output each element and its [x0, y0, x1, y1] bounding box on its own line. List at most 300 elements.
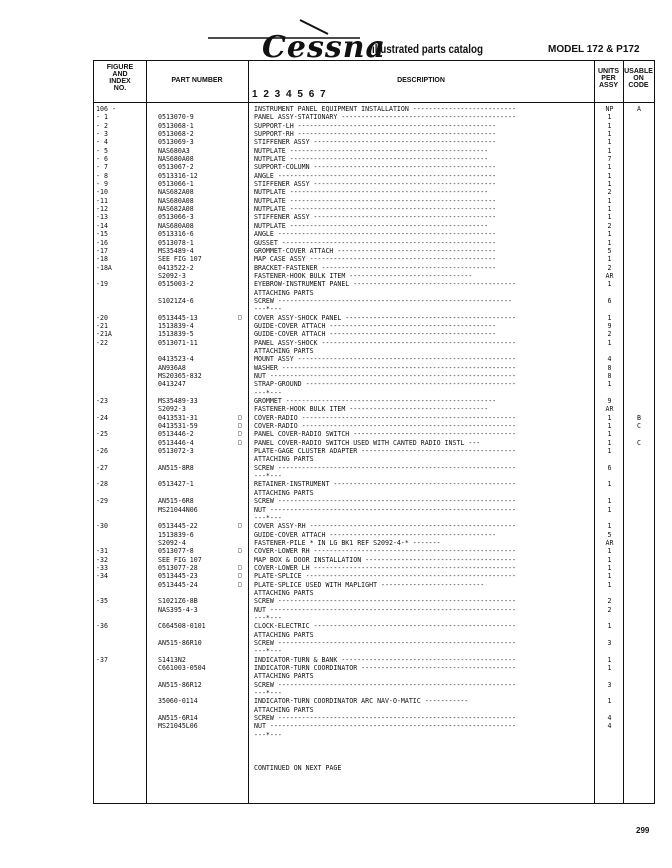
table-row — [94, 322, 656, 330]
units-per-assy: 1 — [607, 497, 612, 506]
index-number: -25 — [96, 430, 108, 439]
units-per-assy: 1 — [607, 280, 612, 289]
units-per-assy: 2 — [607, 263, 612, 272]
part-number: NAS395-4-3 — [158, 605, 198, 614]
table-row — [94, 430, 656, 438]
part-number: S2092-4 — [158, 538, 186, 547]
index-number: -17 — [96, 246, 108, 255]
indent-digits: 1 2 3 4 5 6 7 — [252, 89, 328, 100]
description: ---*--- — [254, 613, 282, 622]
part-number: S2092-3 — [158, 405, 186, 414]
part-number: S1021Z4-6 — [158, 296, 194, 305]
description: FASTENER-HOOK BULK ITEM ------------------------------- — [254, 271, 473, 280]
table-row — [94, 556, 656, 564]
description: GUIDE-COVER ATTACH ------------------------------------------ — [254, 530, 497, 539]
part-number: 0513071-11 — [158, 338, 198, 347]
part-number: AN515-6R14 — [158, 714, 198, 723]
table-row — [94, 405, 656, 413]
part-number: 0513445-22 — [158, 522, 198, 531]
part-number: S1021Z6-8B — [158, 597, 198, 606]
table-row — [94, 272, 656, 280]
table-row — [94, 572, 656, 580]
description: SUPPORT-LH -------------------------------------------------- — [254, 121, 497, 130]
description: COVER-RADIO ------------------------------------------------------ — [254, 422, 517, 431]
description: ---*--- — [254, 513, 282, 522]
index-number: - 4 — [96, 138, 108, 147]
units-per-assy: 1 — [607, 447, 612, 456]
units-per-assy: 2 — [607, 605, 612, 614]
description: NUTPLATE ---------------------------------------------------- — [254, 205, 497, 214]
description: SCREW ------------------------------------------------------------ — [254, 714, 517, 723]
table-row — [94, 105, 656, 113]
description: PANEL ASSY-STATIONARY -------------------------------------------- — [254, 113, 517, 122]
units-per-assy: 1 — [607, 163, 612, 172]
description: GROMMET ----------------------------------------------------- — [254, 397, 497, 406]
table-row — [94, 230, 656, 238]
description: FASTENER-HOOK BULK ITEM ----------------------------------- — [254, 405, 489, 414]
description: PANEL COVER-RADIO SWITCH ----------------------------------------- — [254, 430, 517, 439]
usable-code: C — [637, 438, 641, 447]
units-per-assy: 2 — [607, 330, 612, 339]
part-number: C664508-0101 — [158, 622, 206, 631]
usable-code: B — [637, 413, 641, 422]
units-per-assy: 1 — [607, 438, 612, 447]
units-per-assy: 1 — [607, 522, 612, 531]
part-number: 0513068-2 — [158, 130, 194, 139]
description: STIFFENER ASSY ---------------------------------------------- — [254, 180, 497, 189]
table-row — [94, 247, 656, 255]
change-mark: □ — [238, 563, 242, 571]
description: NUT -------------------------------------------------------------- — [254, 505, 517, 514]
units-per-assy: AR — [605, 538, 614, 547]
description: ATTACHING PARTS — [254, 630, 314, 639]
table-row — [94, 213, 656, 221]
table-row — [94, 280, 656, 288]
description: ATTACHING PARTS — [254, 288, 314, 297]
units-per-assy: NP — [605, 105, 614, 113]
table-row — [94, 531, 656, 539]
part-number: MS21044N06 — [158, 505, 198, 514]
table-row — [94, 714, 656, 722]
part-number: 0513445-23 — [158, 572, 198, 581]
index-number: -21A — [96, 330, 112, 339]
description: ATTACHING PARTS — [254, 588, 314, 597]
page-header — [0, 0, 672, 65]
units-per-assy: 1 — [607, 113, 612, 122]
part-number: NAS682A08 — [158, 188, 194, 197]
index-number: -27 — [96, 463, 108, 472]
units-per-assy: 4 — [607, 722, 612, 731]
part-number: 0513445-13 — [158, 313, 198, 322]
index-number: - 9 — [96, 180, 108, 189]
description: SCREW ----------------------------------------------------------- — [254, 296, 513, 305]
description: NUTPLATE ---------------------------------------------------- — [254, 196, 497, 205]
part-number: 0513072-3 — [158, 447, 194, 456]
table-row — [94, 439, 656, 447]
part-number: 0513427-1 — [158, 480, 194, 489]
description: CLOCK-ELECTRIC --------------------------------------------------- — [254, 622, 517, 631]
index-number: -22 — [96, 338, 108, 347]
table-row — [94, 180, 656, 188]
description: FASTENER-PILE * IN LG BK1 REF S2092-4-* ------- — [254, 538, 441, 547]
index-number: -23 — [96, 397, 108, 406]
description: ---*--- — [254, 689, 282, 698]
part-number: 35060-0114 — [158, 697, 198, 706]
description: GROMMET-COVER ATTACH ---------------------------------------- — [254, 246, 497, 255]
header-part-number: PART NUMBER — [146, 61, 248, 103]
units-per-assy: 1 — [607, 664, 612, 673]
table-row — [94, 514, 656, 522]
change-mark: □ — [238, 438, 242, 446]
brand-logo: Cessna — [262, 30, 386, 65]
units-per-assy: 1 — [607, 480, 612, 489]
table-row — [94, 639, 656, 647]
description: STIFFENER ASSY ---------------------------------------------- — [254, 138, 497, 147]
description: EYEBROW-INSTRUMENT PANEL ----------------------------------------- — [254, 280, 517, 289]
description: BRACKET-FASTENER -------------------------------------------- — [254, 263, 497, 272]
description: STRAP-GROUND ----------------------------------------------------- — [254, 380, 517, 389]
units-per-assy: 1 — [607, 205, 612, 214]
units-per-assy: 1 — [607, 697, 612, 706]
units-per-assy: 8 — [607, 363, 612, 372]
units-per-assy: 7 — [607, 155, 612, 164]
description: PANEL COVER-RADIO SWITCH USED WITH CANTED RADIO INSTL --- — [254, 438, 481, 447]
part-number: 0513070-9 — [158, 113, 194, 122]
index-number: -11 — [96, 196, 108, 205]
description: NUTPLATE -------------------------------------------------- — [254, 188, 489, 197]
units-per-assy: 1 — [607, 230, 612, 239]
units-per-assy: 4 — [607, 714, 612, 723]
table-row — [94, 239, 656, 247]
table-row — [94, 364, 656, 372]
description: NUT -------------------------------------------------------------- — [254, 605, 517, 614]
table-row — [94, 414, 656, 422]
description: STIFFENER ASSY ---------------------------------------------- — [254, 213, 497, 222]
table-row — [94, 347, 656, 355]
index-number: -20 — [96, 313, 108, 322]
part-number: 0513066-1 — [158, 180, 194, 189]
table-row — [94, 314, 656, 322]
description: PLATE-SPLICE ----------------------------------------------------- — [254, 572, 517, 581]
units-per-assy: 1 — [607, 547, 612, 556]
model-title: MODEL 172 & P172 — [548, 44, 640, 55]
units-per-assy: 2 — [607, 188, 612, 197]
table-row — [94, 606, 656, 614]
index-number: -13 — [96, 213, 108, 222]
index-number: -15 — [96, 230, 108, 239]
table-row — [94, 222, 656, 230]
header-figure-index: FIGURE AND INDEX NO. — [94, 61, 146, 103]
description: ANGLE ------------------------------------------------------- — [254, 230, 497, 239]
table-row — [94, 455, 656, 463]
description: SUPPORT-COLUMN ---------------------------------------------- — [254, 163, 497, 172]
units-per-assy: 1 — [607, 196, 612, 205]
table-row — [94, 664, 656, 672]
part-number: 1513839-5 — [158, 330, 194, 339]
change-mark: □ — [238, 580, 242, 588]
description: ANGLE ------------------------------------------------------- — [254, 171, 497, 180]
index-number: -18A — [96, 263, 112, 272]
units-per-assy: 1 — [607, 213, 612, 222]
table-row — [94, 330, 656, 338]
index-number: -29 — [96, 497, 108, 506]
description: INDICATOR-TURN COORDINATOR ARC NAV-O-MATIC ----------- — [254, 697, 469, 706]
units-per-assy: 1 — [607, 655, 612, 664]
index-number: - 7 — [96, 163, 108, 172]
table-row — [94, 397, 656, 405]
description: COVER ASSY-SHOCK PANEL ------------------------------------------- — [254, 313, 517, 322]
part-number: 0413531-59 — [158, 422, 198, 431]
index-number: - 2 — [96, 121, 108, 130]
table-row — [94, 756, 656, 764]
part-number: 0413523-4 — [158, 355, 194, 364]
description: ATTACHING PARTS — [254, 672, 314, 681]
part-number: C661003-0504 — [158, 664, 206, 673]
part-number: 0513069-3 — [158, 138, 194, 147]
page-number: 299 — [636, 826, 650, 835]
table-row — [94, 163, 656, 171]
units-per-assy: 1 — [607, 380, 612, 389]
table-row — [94, 706, 656, 714]
part-number: 0513078-1 — [158, 238, 194, 247]
description: ATTACHING PARTS — [254, 346, 314, 355]
units-per-assy: AR — [605, 405, 614, 414]
units-per-assy: 1 — [607, 572, 612, 581]
units-per-assy: 4 — [607, 355, 612, 364]
units-per-assy: 1 — [607, 580, 612, 589]
index-number: - 6 — [96, 155, 108, 164]
index-number: -37 — [96, 655, 108, 664]
description: ---*--- — [254, 647, 282, 656]
table-row — [94, 422, 656, 430]
index-number: -33 — [96, 563, 108, 572]
description: SCREW ------------------------------------------------------------ — [254, 680, 517, 689]
part-number: AN515-6R8 — [158, 497, 194, 506]
description: COVER-LOWER RH --------------------------------------------------- — [254, 547, 517, 556]
table-row — [94, 289, 656, 297]
units-per-assy: 1 — [607, 563, 612, 572]
description: COVER-RADIO ------------------------------------------------------ — [254, 413, 517, 422]
index-number: -21 — [96, 321, 108, 330]
description: NUTPLATE -------------------------------------------------- — [254, 155, 489, 164]
table-row — [94, 722, 656, 730]
description: SCREW ------------------------------------------------------------ — [254, 463, 517, 472]
table-row — [94, 672, 656, 680]
units-per-assy: 9 — [607, 397, 612, 406]
index-number: -16 — [96, 238, 108, 247]
table-row — [94, 506, 656, 514]
index-number: -10 — [96, 188, 108, 197]
table-row — [94, 480, 656, 488]
table-row — [94, 497, 656, 505]
table-row — [94, 447, 656, 455]
table-row — [94, 697, 656, 705]
table-row — [94, 264, 656, 272]
change-mark: □ — [238, 430, 242, 438]
description: RETAINER-INSTRUMENT ---------------------------------------------- — [254, 480, 517, 489]
description: SCREW ------------------------------------------------------------ — [254, 639, 517, 647]
units-per-assy: 1 — [607, 422, 612, 431]
units-per-assy: 1 — [607, 130, 612, 139]
change-mark: □ — [238, 547, 242, 555]
table-row — [94, 172, 656, 180]
description: SCREW ------------------------------------------------------------ — [254, 497, 517, 506]
index-number: -28 — [96, 480, 108, 489]
description: NUT -------------------------------------------------------------- — [254, 722, 517, 731]
table-row — [94, 372, 656, 380]
part-number: S1413N2 — [158, 655, 186, 664]
units-per-assy: 8 — [607, 372, 612, 380]
table-row — [94, 472, 656, 480]
part-number: 0513067-2 — [158, 163, 194, 172]
units-per-assy: 1 — [607, 238, 612, 247]
table-row — [94, 581, 656, 589]
part-number: 1513839-6 — [158, 530, 194, 539]
description: INDICATOR-TURN & BANK -------------------------------------------- — [254, 655, 517, 664]
description: MAP CASE ASSY ----------------------------------------------- — [254, 255, 497, 264]
description: PANEL ASSY-SHOCK ------------------------------------------------- — [254, 338, 517, 347]
table-row — [94, 197, 656, 205]
description: ---*--- — [254, 472, 282, 481]
table-row — [94, 122, 656, 130]
index-number: -26 — [96, 447, 108, 456]
table-row — [94, 113, 656, 121]
part-number: 0513445-24 — [158, 580, 198, 589]
table-row — [94, 205, 656, 213]
table-row — [94, 731, 656, 739]
change-mark: □ — [238, 572, 242, 580]
usable-code: C — [637, 422, 641, 431]
part-number: 0513077-8 — [158, 547, 194, 556]
units-per-assy: 2 — [607, 221, 612, 230]
part-number: 0513077-28 — [158, 563, 198, 572]
description: COVER ASSY-RH ---------------------------------------------------- — [254, 522, 517, 531]
index-number: -36 — [96, 622, 108, 631]
table-row — [94, 597, 656, 605]
part-number: 0513446-2 — [158, 430, 194, 439]
parts-table — [93, 60, 655, 804]
table-row — [94, 739, 656, 747]
part-number: 0513316-12 — [158, 171, 198, 180]
index-number: 106 - — [96, 105, 116, 113]
units-per-assy: 1 — [607, 138, 612, 147]
table-row — [94, 355, 656, 363]
description: WASHER ----------------------------------------------------------- — [254, 363, 517, 372]
table-row — [94, 564, 656, 572]
index-number: -18 — [96, 255, 108, 264]
index-number: -19 — [96, 280, 108, 289]
units-per-assy: 2 — [607, 597, 612, 606]
part-number: NAS680A08 — [158, 196, 194, 205]
part-number: AN515-8R8 — [158, 463, 194, 472]
table-row — [94, 589, 656, 597]
description: NUTPLATE -------------------------------------------------- — [254, 221, 489, 230]
part-number: 0513316-6 — [158, 230, 194, 239]
part-number: 0513446-4 — [158, 438, 194, 447]
table-row — [94, 464, 656, 472]
units-per-assy: 1 — [607, 622, 612, 631]
part-number: 0515003-2 — [158, 280, 194, 289]
units-per-assy: 5 — [607, 530, 612, 539]
units-per-assy: AR — [605, 271, 614, 280]
description: PLATE-GAGE CLUSTER ADAPTER --------------------------------------- — [254, 447, 517, 456]
table-row — [94, 747, 656, 755]
parts-rows — [94, 105, 656, 773]
part-number: NAS682A08 — [158, 205, 194, 214]
table-row — [94, 389, 656, 397]
index-number: -24 — [96, 413, 108, 422]
description: COVER-LOWER LH --------------------------------------------------- — [254, 563, 517, 572]
description: CONTINUED ON NEXT PAGE — [254, 764, 342, 773]
units-per-assy: 1 — [607, 313, 612, 322]
table-row — [94, 622, 656, 630]
part-number: AN515-86R10 — [158, 639, 202, 647]
table-row — [94, 138, 656, 146]
units-per-assy: 1 — [607, 413, 612, 422]
index-number: -14 — [96, 221, 108, 230]
part-number: MS35489-33 — [158, 397, 198, 406]
index-number: -35 — [96, 597, 108, 606]
index-number: - 3 — [96, 130, 108, 139]
table-row — [94, 539, 656, 547]
part-number: MS35489-4 — [158, 246, 194, 255]
index-number: - 1 — [96, 113, 108, 122]
table-row — [94, 547, 656, 555]
units-per-assy: 1 — [607, 555, 612, 564]
table-row — [94, 614, 656, 622]
index-number: -32 — [96, 555, 108, 564]
part-number: SEE FIG 107 — [158, 555, 202, 564]
table-row — [94, 130, 656, 138]
units-per-assy: 1 — [607, 121, 612, 130]
description: ATTACHING PARTS — [254, 488, 314, 497]
units-per-assy: 1 — [607, 338, 612, 347]
table-row — [94, 255, 656, 263]
part-number: 0413522-2 — [158, 263, 194, 272]
table-row — [94, 681, 656, 689]
header-units-per-assy: UNITS PER ASSY — [594, 61, 623, 103]
part-number: 1513839-4 — [158, 321, 194, 330]
description: INDICATOR-TURN COORDINATOR --------------------------------------- — [254, 664, 517, 673]
index-number: -34 — [96, 572, 108, 581]
part-number: NAS680A08 — [158, 221, 194, 230]
change-mark: □ — [238, 413, 242, 421]
description: GUSSET ------------------------------------------------------ — [254, 238, 497, 247]
description: ---*--- — [254, 388, 282, 397]
change-mark: □ — [238, 422, 242, 430]
description: GUIDE-COVER ATTACH ------------------------------------------ — [254, 330, 497, 339]
index-number: -31 — [96, 547, 108, 556]
description: MAP BOX & DOOR INSTALLATION -------------------------------------- — [254, 555, 517, 564]
units-per-assy: 6 — [607, 463, 612, 472]
table-row — [94, 522, 656, 530]
description: PLATE-SPLICE USED WITH MAPLIGHT -------------------------- — [254, 580, 485, 589]
units-per-assy: 1 — [607, 146, 612, 155]
index-number: -30 — [96, 522, 108, 531]
description: ATTACHING PARTS — [254, 455, 314, 464]
table-row — [94, 489, 656, 497]
part-number: SEE FIG 107 — [158, 255, 202, 264]
units-per-assy: 1 — [607, 171, 612, 180]
header-description: DESCRIPTION — [248, 61, 594, 103]
description: ---*--- — [254, 305, 282, 314]
table-row — [94, 631, 656, 639]
description: NUTPLATE -------------------------------------------------- — [254, 146, 489, 155]
part-number: 0513068-1 — [158, 121, 194, 130]
table-row — [94, 155, 656, 163]
part-number: NAS680A3 — [158, 146, 190, 155]
header-usable-on-code: USABLE ON CODE — [623, 61, 654, 103]
